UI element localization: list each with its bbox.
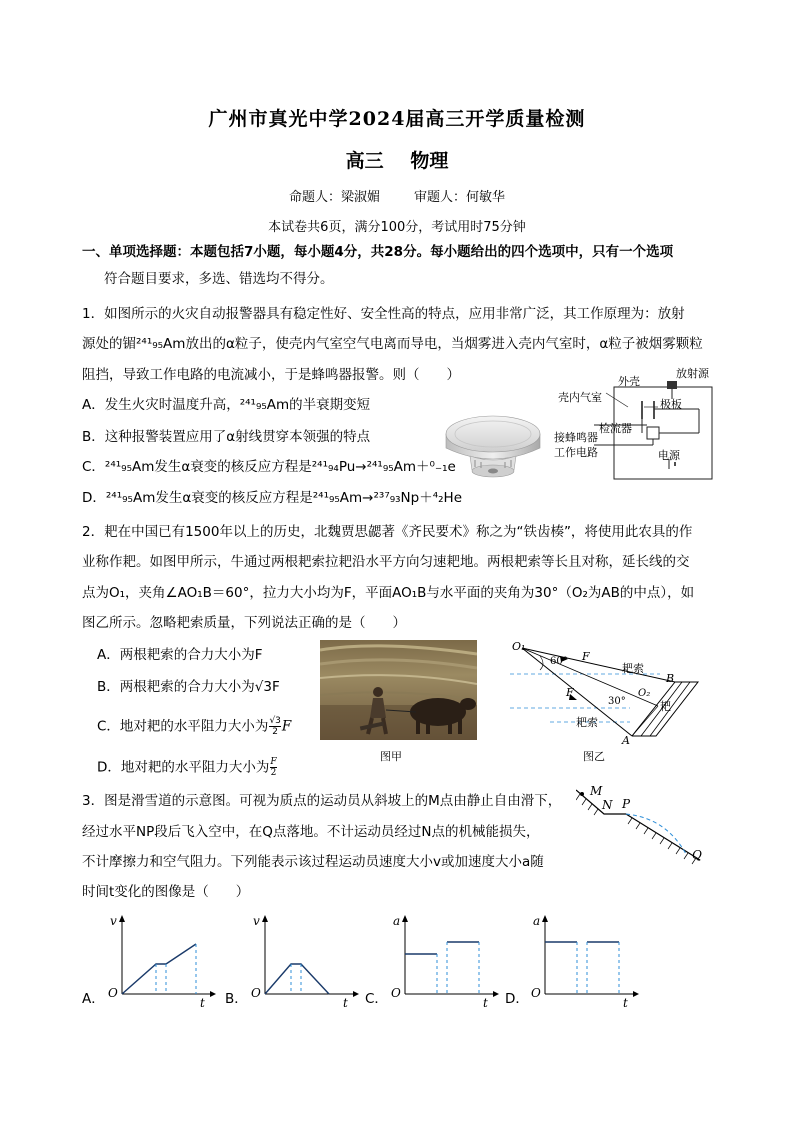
label-plate: 极板 [660, 398, 682, 411]
label-a: A [622, 734, 630, 747]
q3-stem-line2: 经过水平NP段后飞入空中，在Q点落地。不计运动员经过N点的机械能损失， [82, 824, 540, 840]
graph-c-x-axis: t [483, 996, 488, 1010]
exam-scope: 本试卷共6页，满分100分，考试用时75分钟 [268, 220, 526, 235]
graph-c-label: C． [365, 991, 388, 1007]
q1-stem-line3: 阻挡，导致工作电路的电流减小，于是蜂鸣器报警。则（ ） [82, 367, 460, 383]
q1-stem-line2: 源处的镅²⁴¹₉₅Am放出的α粒子，使壳内气室空气电离而导电，当烟雾进入壳内气室时，α粒子被烟雾颗粒 [82, 336, 703, 352]
q2-option-b[interactable]: B．两根耙索的合力大小为√3F [97, 679, 280, 695]
grade-label: 高三 [345, 150, 384, 172]
label-angle-60: 60° [550, 656, 568, 667]
q2-option-d[interactable] [97, 757, 278, 778]
q2-option-c-text: C．地对耙的水平阻力大小为 [97, 718, 269, 735]
graph-a-y-axis: v [110, 914, 117, 928]
fraction-numerator: F [270, 757, 277, 767]
graph-d-origin: O [531, 986, 541, 1000]
graph-c-origin: O [391, 986, 401, 1000]
farmer-ox-photo [320, 640, 477, 740]
graph-d-y-axis: a [533, 914, 541, 928]
q2-stem-line1: 2．耙在中国已有1500年以上的历史，北魏贾思勰著《齐民要术》称之为“铁齿楱”，将使用此农具的作 [82, 524, 693, 540]
q3-stem-line3: 不计摩擦力和空气阻力。下列能表示该过程运动员速度大小v或加速度大小a随 [82, 854, 544, 870]
q3-stem-line1: 3．图是滑雪道的示意图。可视为质点的运动员从斜坡上的M点由静止自由滑下， [82, 793, 562, 809]
label-detector: 检流器 [599, 422, 632, 435]
label-o2: O₂ [638, 688, 651, 699]
graph-b-y-axis: v [253, 914, 260, 928]
label-rope-lower: 耙索 [576, 716, 598, 729]
graph-b-label: B． [225, 991, 248, 1007]
q2-stem-line2: 业称作耙。如图甲所示，牛通过两根耙索拉耙沿水平方向匀速耙地。两根耙索等长且对称，延长线的交 [82, 554, 690, 570]
authors-line [0, 186, 794, 205]
label-harrow: 耙 [660, 700, 671, 713]
subject-label: 物理 [410, 150, 449, 172]
graph-d-label: D． [505, 991, 529, 1007]
grade-subject [0, 146, 794, 173]
graph-option-a[interactable] [82, 910, 222, 1010]
graph-a-origin: O [108, 986, 118, 1000]
q2-option-c-fraction [269, 716, 280, 737]
q2-option-a[interactable]: A．两根耙索的合力大小为F [97, 647, 263, 663]
label-buzzer-2: 工作电路 [554, 446, 598, 459]
q1-stem-line1: 1．如图所示的火灾自动报警器具有稳定性好、安全性高的特点，应用非常广泛，其工作原理为：放射 [82, 306, 685, 322]
label-rope-upper: 耙索 [622, 662, 644, 675]
fraction-numerator: √3 [269, 716, 281, 726]
reviewer-label: 审题人：何敏华 [414, 190, 506, 205]
fig-a-caption: 图甲 [380, 750, 402, 763]
q3-graph-row [82, 910, 642, 1010]
label-n: N [602, 798, 613, 812]
graph-c-y-axis: a [393, 914, 401, 928]
graph-b-origin: O [251, 986, 261, 1000]
graph-option-c[interactable] [365, 910, 505, 1010]
q1-option-c[interactable]: C．²⁴¹₉₅Am发生α衰变的核反应方程是²⁴¹₉₄Pu→²⁴¹₉₅Am＋⁰₋₁e [82, 459, 456, 475]
graph-option-d[interactable] [505, 910, 645, 1010]
q2-option-c-force: F [281, 718, 292, 735]
label-f-lower: F [566, 686, 574, 699]
fig-b-caption: 图乙 [583, 750, 605, 763]
label-f-upper: F [582, 650, 590, 663]
fraction-denominator: 2 [270, 768, 277, 778]
q3-stem-line4: 时间t变化的图像是（ ） [82, 884, 250, 900]
section1-heading-line1: 一、单项选择题：本题包括7小题，每小题4分，共28分。每小题给出的四个选项中，只有一个选项 [82, 244, 674, 260]
label-b: B [666, 672, 675, 685]
smoke-detector-image [442, 404, 544, 486]
author-label: 命题人：梁淑媚 [288, 190, 380, 205]
q2-option-d-fraction [270, 757, 276, 778]
label-shell: 外壳 [618, 375, 640, 388]
ski-slope-diagram [576, 784, 716, 874]
section1-heading-line2: 符合题目要求，多选、错选均不得分。 [104, 271, 334, 287]
label-q: Q [692, 848, 702, 862]
label-chamber: 壳内气室 [558, 391, 602, 404]
graph-d-x-axis: t [623, 996, 628, 1010]
q1-option-d[interactable]: D．²⁴¹₉₅Am发生α衰变的核反应方程是²⁴¹₉₅Am→²³⁷₉₃Np＋⁴₂He [82, 490, 463, 506]
label-o1: O₁ [512, 640, 526, 653]
graph-a-x-axis: t [200, 996, 205, 1010]
harrow-force-diagram [510, 638, 710, 748]
q1-option-a[interactable]: A．发生火灾时温度升高，²⁴¹₉₅Am的半衰期变短 [82, 397, 371, 413]
label-power: 电源 [658, 449, 680, 462]
q2-stem-line4: 图乙所示。忽略耙索质量，下列说法正确的是（ ） [82, 615, 406, 631]
q1-option-b[interactable]: B．这种报警装置应用了α射线贯穿本领强的特点 [82, 429, 371, 445]
q2-stem-line3: 点为O₁，夹角∠AO₁B＝60°，拉力大小均为F，平面AO₁B与水平面的夹角为30°（O₂为AB的中点），如 [82, 585, 695, 601]
q1-circuit-diagram [554, 363, 724, 485]
label-source: 放射源 [676, 367, 709, 380]
graph-b-x-axis: t [343, 996, 348, 1010]
graph-a-label: A． [82, 991, 105, 1007]
label-angle-30: 30° [608, 696, 626, 707]
graph-option-b[interactable] [225, 910, 365, 1010]
label-p: P [622, 797, 631, 811]
label-buzzer-1: 接蜂鸣器 [554, 431, 598, 444]
exam-title: 广州市真光中学2024届高三开学质量检测 [208, 108, 586, 130]
fraction-denominator: 2 [272, 727, 279, 737]
q2-option-c[interactable] [97, 716, 291, 737]
q2-option-d-text: D．地对耙的水平阻力大小为 [97, 759, 270, 776]
label-m: M [590, 784, 603, 798]
